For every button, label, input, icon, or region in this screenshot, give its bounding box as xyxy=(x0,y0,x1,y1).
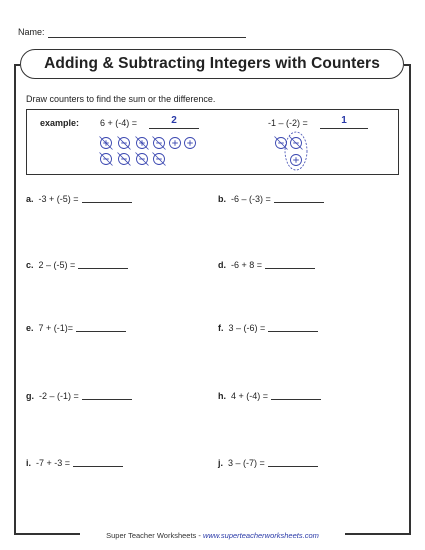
problem-expression: 4 + (-4) = xyxy=(231,391,269,401)
answer-line[interactable] xyxy=(78,268,128,269)
answer-line[interactable] xyxy=(82,399,132,400)
problem-expression: -6 + 8 = xyxy=(231,260,263,270)
footer xyxy=(0,531,425,540)
answer-line[interactable] xyxy=(73,466,123,467)
example-2-answer: 1 xyxy=(341,115,347,126)
problem-expression: 2 – (-5) = xyxy=(38,260,76,270)
counter-crossed xyxy=(275,137,288,150)
problem-a xyxy=(26,194,132,204)
problem-expression: 3 – (-6) = xyxy=(228,323,266,333)
problem-letter: f. xyxy=(218,323,224,333)
problem-expression: -7 + -3 = xyxy=(36,458,71,468)
counter-crossed xyxy=(136,153,149,166)
problem-letter: i. xyxy=(26,458,32,468)
example-1-answer: 2 xyxy=(171,115,177,126)
counter-positive-crossed xyxy=(100,137,113,150)
answer-line[interactable] xyxy=(268,466,318,467)
name-label: Name: xyxy=(18,27,45,37)
answer-line[interactable] xyxy=(271,399,321,400)
counter-crossed xyxy=(100,153,113,166)
worksheet-title: Adding & Subtracting Integers with Counters xyxy=(20,49,404,79)
problem-c xyxy=(26,260,128,270)
counter-positive xyxy=(185,138,196,149)
problem-f xyxy=(218,323,318,333)
answer-line[interactable] xyxy=(274,202,324,203)
problem-expression: 7 + (-1)= xyxy=(38,323,74,333)
counter-crossed xyxy=(290,137,303,150)
problem-letter: a. xyxy=(26,194,34,204)
answer-line[interactable] xyxy=(82,202,132,203)
example-1-expression: 6 + (-4) = xyxy=(100,118,138,128)
problem-h xyxy=(218,391,321,401)
problem-letter: e. xyxy=(26,323,34,333)
problem-j xyxy=(218,458,318,468)
problem-e xyxy=(26,323,126,333)
counter-positive xyxy=(170,138,181,149)
problem-g xyxy=(26,391,132,401)
footer-link[interactable]: www.superteacherworksheets.com xyxy=(202,531,319,540)
counter-negative-crossed xyxy=(118,137,131,150)
problem-letter: j. xyxy=(218,458,224,468)
footer-text: Super Teacher Worksheets - xyxy=(106,531,203,540)
problem-expression: -3 + (-5) = xyxy=(38,194,79,204)
answer-line[interactable] xyxy=(76,331,126,332)
counter-crossed xyxy=(118,153,131,166)
problem-letter: g. xyxy=(26,391,34,401)
problem-expression: -2 – (-1) = xyxy=(39,391,79,401)
problem-b xyxy=(218,194,324,204)
answer-line[interactable] xyxy=(265,268,315,269)
problem-letter: b. xyxy=(218,194,226,204)
answer-line[interactable] xyxy=(268,331,318,332)
counter-crossed xyxy=(153,153,166,166)
counter-positive-crossed xyxy=(136,137,149,150)
problem-d xyxy=(218,260,315,270)
problem-expression: 3 – (-7) = xyxy=(228,458,265,468)
counter-positive xyxy=(291,155,302,166)
example-label: example: xyxy=(40,118,80,128)
problem-i xyxy=(26,458,123,468)
problem-letter: d. xyxy=(218,260,226,270)
problem-letter: h. xyxy=(218,391,226,401)
instructions: Draw counters to find the sum or the difference. xyxy=(26,94,216,104)
problem-letter: c. xyxy=(26,260,34,270)
problem-expression: -6 – (-3) = xyxy=(231,194,271,204)
example-2-expression: -1 – (-2) = xyxy=(268,118,308,128)
counter-negative-crossed xyxy=(153,137,166,150)
